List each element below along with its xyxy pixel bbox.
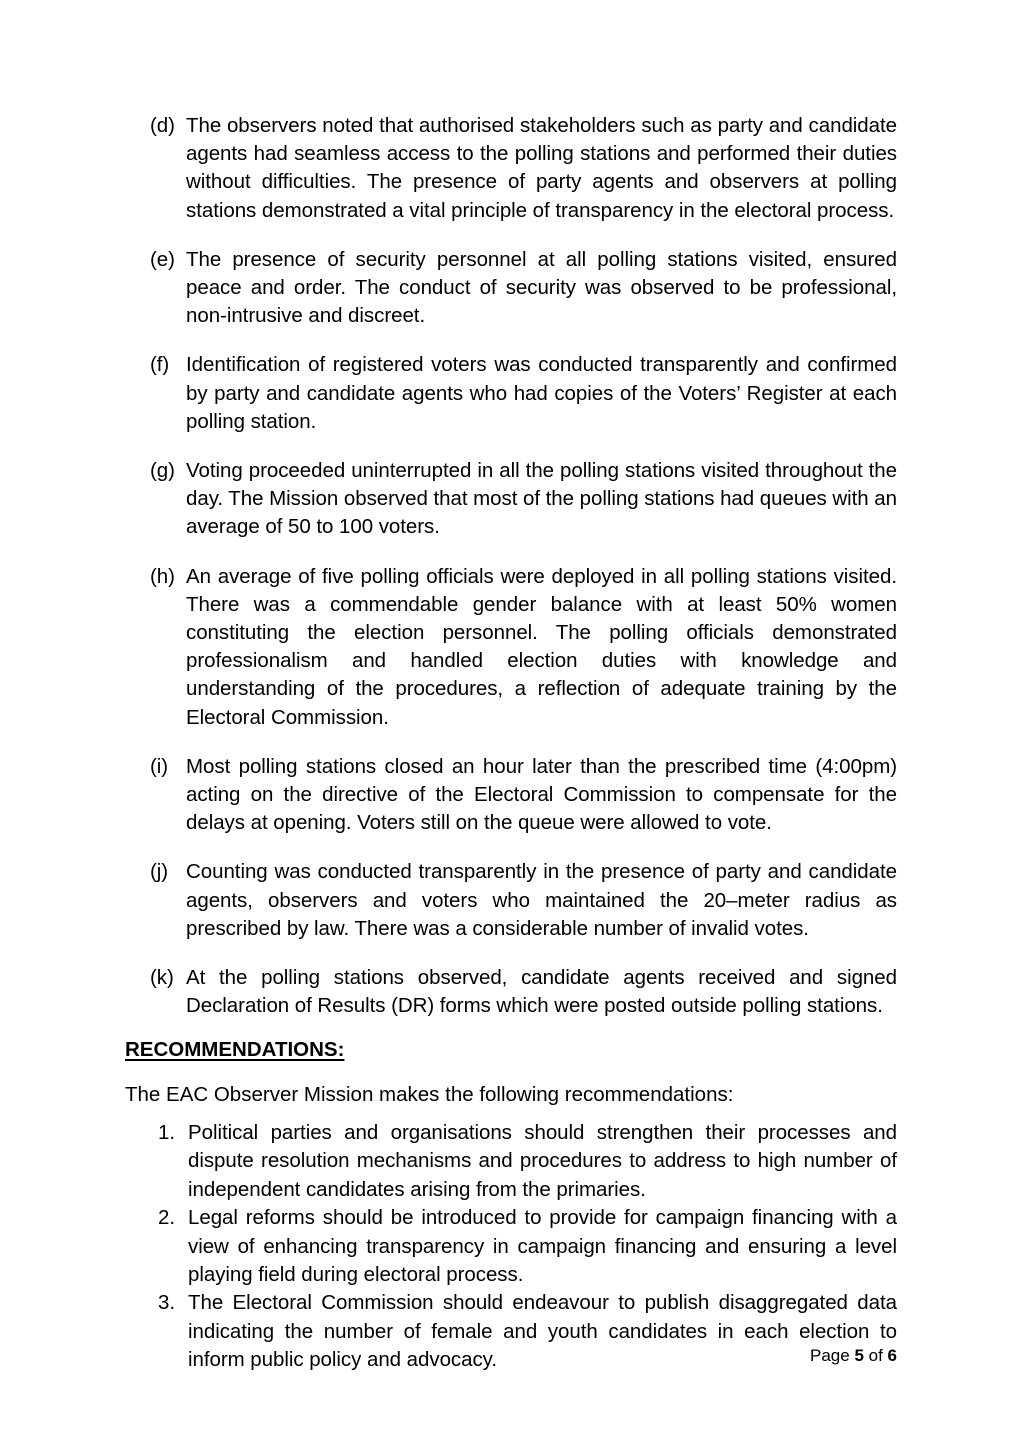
list-item [125,753,897,838]
list-item-text: Most polling stations closed an hour later than the prescribed time (4:00pm) acting on the directive of the Electoral Commission to compensate for the delays at opening. Voters still on the queue were allowed to vote. [186,754,897,835]
list-item [125,246,897,331]
lettered-observations-list [125,112,897,1020]
list-marker: 1. [158,1120,175,1144]
list-item-text: Identification of registered voters was conducted transparently and confirmed by party and candidate agents who had copies of the Voters’ Register at each polling station. [186,353,897,433]
list-item [125,563,897,732]
list-marker: (d) [150,114,175,137]
recommendations-list [125,1119,897,1375]
list-marker: (j) [150,860,169,884]
footer-total-pages: 6 [887,1346,897,1365]
list-marker: 2. [158,1206,175,1230]
list-item [125,1204,897,1289]
list-item [125,1289,897,1374]
list-marker: (g) [150,459,175,483]
list-item-text: An average of five polling officials were deployed in all polling stations visited. There was a commendable gender balance with at least 50% women constituting the election personnel. The polling officials demonstrated professionalism and handled election duties with knowledge and understanding of the procedures, a reflection of adequate training by the Electoral Commission. [186,564,897,729]
list-marker: (h) [150,564,175,588]
list-marker: (f) [150,353,170,377]
list-item [125,1119,897,1204]
list-item [125,964,897,1020]
list-item-text: Voting proceeded uninterrupted in all the polling stations visited throughout the day. The Mission observed that most of the polling stations had queues with an average of 50 to 100 voters. [186,459,897,539]
list-marker: (e) [150,247,175,271]
recommendations-lead-paragraph: The EAC Observer Mission makes the following recommendations: [125,1082,734,1106]
list-item [125,112,897,225]
list-item [125,457,897,542]
list-item [125,351,897,436]
list-item-text: At the polling stations observed, candidate agents received and signed Declaration of Results (DR) forms which were posted outside polling stations. [186,966,897,1018]
list-item-text: The Electoral Commission should endeavour to publish disaggregated data indicating the number of female and youth candidates in each election to inform public policy and advocacy. [188,1291,897,1372]
list-marker: 3. [158,1291,175,1315]
list-item-text: The presence of security personnel at all polling stations visited, ensured peace and order. The conduct of security was observed to be professional, non-intrusive and discreet. [186,247,897,328]
list-marker: (i) [150,754,169,778]
footer-current-page: 5 [854,1346,864,1365]
footer-separator: of [863,1346,888,1365]
page-number-footer [810,1345,897,1367]
list-item [125,858,897,943]
recommendations-heading: RECOMMENDATIONS: [125,1038,345,1062]
list-item-text: Legal reforms should be introduced to provide for campaign financing with a view of enhancing transparency in campaign financing and ensuring a level playing field during electoral process. [188,1206,897,1286]
footer-prefix: Page [810,1346,855,1365]
list-item-text: Political parties and organisations should strengthen their processes and dispute resolution mechanisms and procedures to address to high number of independent candidates arising from the primaries. [188,1120,897,1201]
list-item-text: The observers noted that authorised stakeholders such as party and candidate agents had seamless access to the polling stations and performed their duties without difficulties. The presence of party agents and observers at polling stations demonstrated a vital principle of transparency in the electoral process. [186,114,897,222]
list-item-text: Counting was conducted transparently in the presence of party and candidate agents, observers and voters who maintained the 20–meter radius as prescribed by law. There was a considerable number of invalid votes. [186,860,897,940]
list-marker: (k) [150,966,174,990]
page-content [125,112,897,1375]
